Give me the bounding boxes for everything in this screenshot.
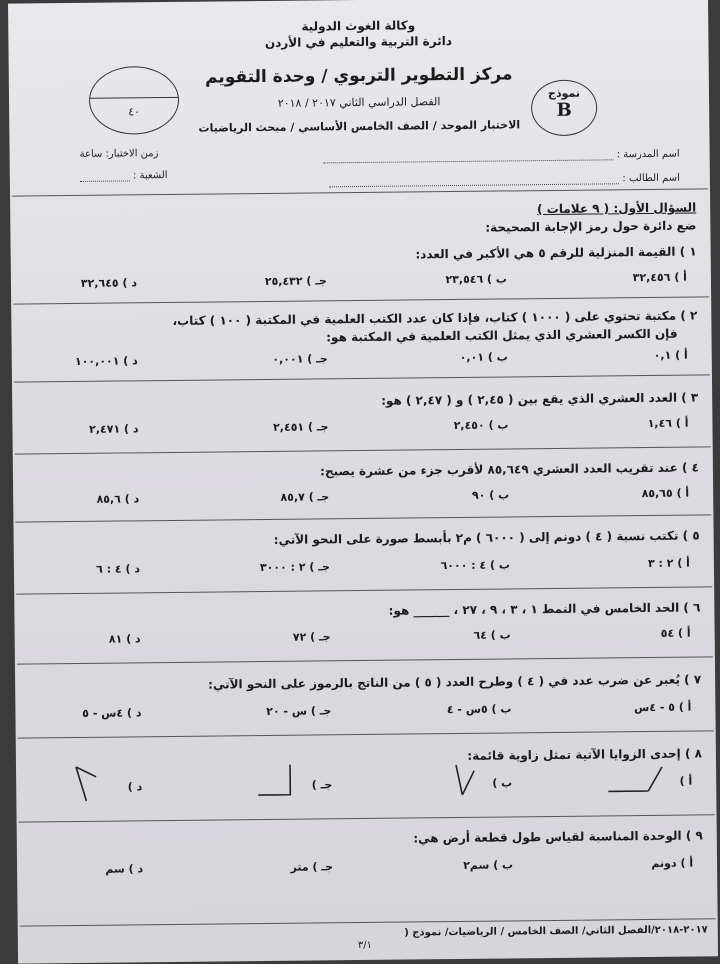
semester-line: الفصل الدراسي الثاني ٢٠١٧ / ٢٠١٨: [277, 95, 441, 110]
option-d-label: د ): [127, 780, 143, 794]
divider: [18, 730, 714, 738]
option-c[interactable]: جـ ) متر: [290, 860, 334, 874]
option-b[interactable]: ب ) ٢٣,٥٤٦: [445, 272, 507, 287]
student-label: اسم الطالب :: [622, 172, 680, 185]
question-7: [25, 670, 701, 727]
option-d[interactable]: [128, 780, 143, 793]
question-3: [22, 388, 698, 445]
exam-line: الاختبار الموحد / الصف الخامس الأساسي / مبحث الرياضيات: [198, 118, 521, 135]
section1-header: [20, 198, 696, 241]
section-field[interactable]: [80, 170, 168, 182]
question-text: ٩ ) الوحدة المناسبة لقياس طول قطعة أرض هي:: [413, 828, 703, 846]
question-text: ٢ ) مكتبة تحتوي على ( ١٠٠٠ ) كتاب، فإذا كان عدد الكتب العلمية في المكتبة ( ١٠٠ ) كتاب،: [172, 308, 698, 328]
option-c[interactable]: جـ ) ٢,٤٥١: [272, 420, 329, 434]
option-a[interactable]: أ ) ٥٤: [660, 626, 691, 640]
option-c[interactable]: [312, 778, 333, 791]
question-text: ٦ ) الحد الخامس في النمط ١ ، ٣ ، ٩ ، ٢٧ ، ______ هو:: [388, 600, 701, 618]
divider: [16, 586, 712, 594]
center-title: مركز التطوير التربوي / وحدة التقويم: [204, 64, 513, 88]
divider: [17, 656, 713, 664]
section1-instruction: ضع دائرة حول رمز الإجابة الصحيحة:: [485, 218, 697, 235]
student-field[interactable]: [329, 173, 680, 188]
section-blank[interactable]: [80, 180, 130, 182]
option-b[interactable]: ب ) ٢,٤٥٠: [453, 418, 509, 433]
model-word: نموذج: [547, 86, 581, 101]
option-b[interactable]: ب ) ٠,٠١: [459, 350, 508, 364]
option-a[interactable]: أ ) ٣٢,٤٥٦: [632, 270, 687, 285]
question-5: [24, 526, 701, 585]
option-c[interactable]: جـ ) ٢ : ٣٠٠٠: [259, 560, 331, 575]
question-text: ٥ ) تكتب نسبة ( ٤ ) دونم إلى ( ٦٠٠٠ ) م٢ بأبسط صورة على النحو الآتي:: [273, 528, 700, 547]
student-blank[interactable]: [329, 183, 619, 187]
option-d[interactable]: د ) ١٠٠,٠٠١: [74, 354, 138, 368]
divider: [15, 446, 711, 454]
angle-acute-icon: [450, 761, 480, 801]
option-a[interactable]: أ ) ٠,١: [653, 348, 688, 362]
option-d[interactable]: د ) ٤ : ٦: [96, 562, 141, 576]
question-text-2: فإن الكسر العشري الذي يمثل الكتب العلمية في المكتبة هو:: [326, 326, 678, 345]
school-blank[interactable]: [324, 159, 614, 163]
option-c[interactable]: جـ ) ٨٥,٧: [280, 490, 330, 504]
option-c[interactable]: جـ ) س - ٢٠: [266, 704, 332, 718]
divider: [19, 814, 715, 822]
angle-reflex-icon: [72, 761, 112, 805]
option-a[interactable]: [679, 775, 692, 788]
option-a[interactable]: أ ) ٢ : ٣: [647, 556, 690, 570]
option-b[interactable]: ب ) سم٢: [463, 858, 514, 872]
section1-title: السؤال الأول: ( ٩ علامات ): [537, 200, 697, 217]
angle-obtuse-icon: [604, 761, 666, 798]
school-field[interactable]: [323, 149, 679, 164]
option-b[interactable]: [492, 776, 512, 789]
angle-right-icon: [254, 761, 300, 801]
option-a[interactable]: أ ) ٥ - ٤س: [634, 700, 692, 715]
question-1: [21, 242, 698, 301]
option-d[interactable]: د ) ٢,٤٧١: [89, 422, 139, 436]
section-label: الشعبة :: [132, 170, 168, 182]
score-divider: [90, 97, 178, 99]
option-a[interactable]: أ ) دونم: [651, 856, 694, 870]
option-c[interactable]: جـ ) ٢٥,٤٣٢: [264, 274, 328, 288]
question-8: [26, 744, 703, 815]
option-b-label: ب ): [492, 776, 513, 790]
page-number: ٣/١: [357, 939, 373, 952]
exam-paper: [8, 0, 718, 964]
score-total: ٤٠: [128, 105, 141, 119]
option-a[interactable]: أ ) ٨٥,٦٥: [641, 486, 690, 501]
option-a-label: أ ): [679, 774, 693, 788]
question-text: ٤ ) عند تقريب العدد العشري ٨٥,٦٤٩ لأقرب جزء من عشرة يصبح:: [320, 460, 699, 479]
question-text: ٣ ) العدد العشري الذي يقع بين ( ٢,٤٥ ) و ( ٢,٤٧ ) هو:: [381, 390, 699, 408]
option-d[interactable]: د ) ٨٥,٦: [96, 492, 140, 506]
school-label: اسم المدرسة :: [616, 148, 680, 161]
option-c[interactable]: جـ ) ٧٢: [292, 630, 331, 644]
question-text: ١ ) القيمة المنزلية للرقم ٥ هي الأكبر في العدد:: [415, 244, 697, 262]
option-b[interactable]: ب ) ٥س - ٤: [446, 702, 512, 717]
department-name: دائرة التربية والتعليم في الأردن: [264, 34, 453, 50]
option-d[interactable]: د ) سم: [105, 862, 144, 876]
model-badge: [531, 80, 598, 137]
time-label: زمن الاختبار: ساعة: [79, 148, 159, 160]
header-divider: [12, 188, 708, 196]
option-d[interactable]: د ) ٨١: [108, 632, 141, 646]
model-letter: B: [556, 99, 572, 121]
header-agency-block: [8, 14, 708, 53]
question-9: [27, 826, 703, 883]
footer-text: ٢٠١٧-٢٠١٨/الفصل الثاني/ الصف الخامس / الرياضيات/ نموذج (: [404, 924, 708, 939]
option-d[interactable]: د ) ٣٢,٦٤٥: [80, 276, 138, 290]
option-c[interactable]: جـ ) ٠,٠٠١: [272, 352, 328, 366]
option-b[interactable]: ب ) ٦٤: [473, 628, 511, 642]
option-a[interactable]: أ ) ١,٤٦: [647, 416, 689, 430]
option-d[interactable]: د ) ٤س - ٥: [82, 706, 142, 720]
option-b[interactable]: ب ) ٩٠: [471, 488, 510, 502]
question-6: [24, 598, 700, 655]
question-text: ٧ ) يُعبر عن ضرب عدد في ( ٤ ) وطرح العدد ( ٥ ) من الناتج بالرموز على النحو الآتي:: [208, 672, 702, 692]
question-text: ٨ ) إحدى الزوايا الآتية تمثل زاوية قائمة:: [467, 746, 702, 763]
question-4: [23, 458, 699, 515]
divider: [15, 514, 711, 522]
score-circle: [89, 66, 180, 135]
option-b[interactable]: ب ) ٤ : ٦٠٠٠: [440, 558, 510, 573]
option-c-label: جـ ): [311, 778, 333, 792]
question-2: [21, 306, 698, 379]
agency-name: وكالة الغوث الدولية: [301, 18, 416, 34]
